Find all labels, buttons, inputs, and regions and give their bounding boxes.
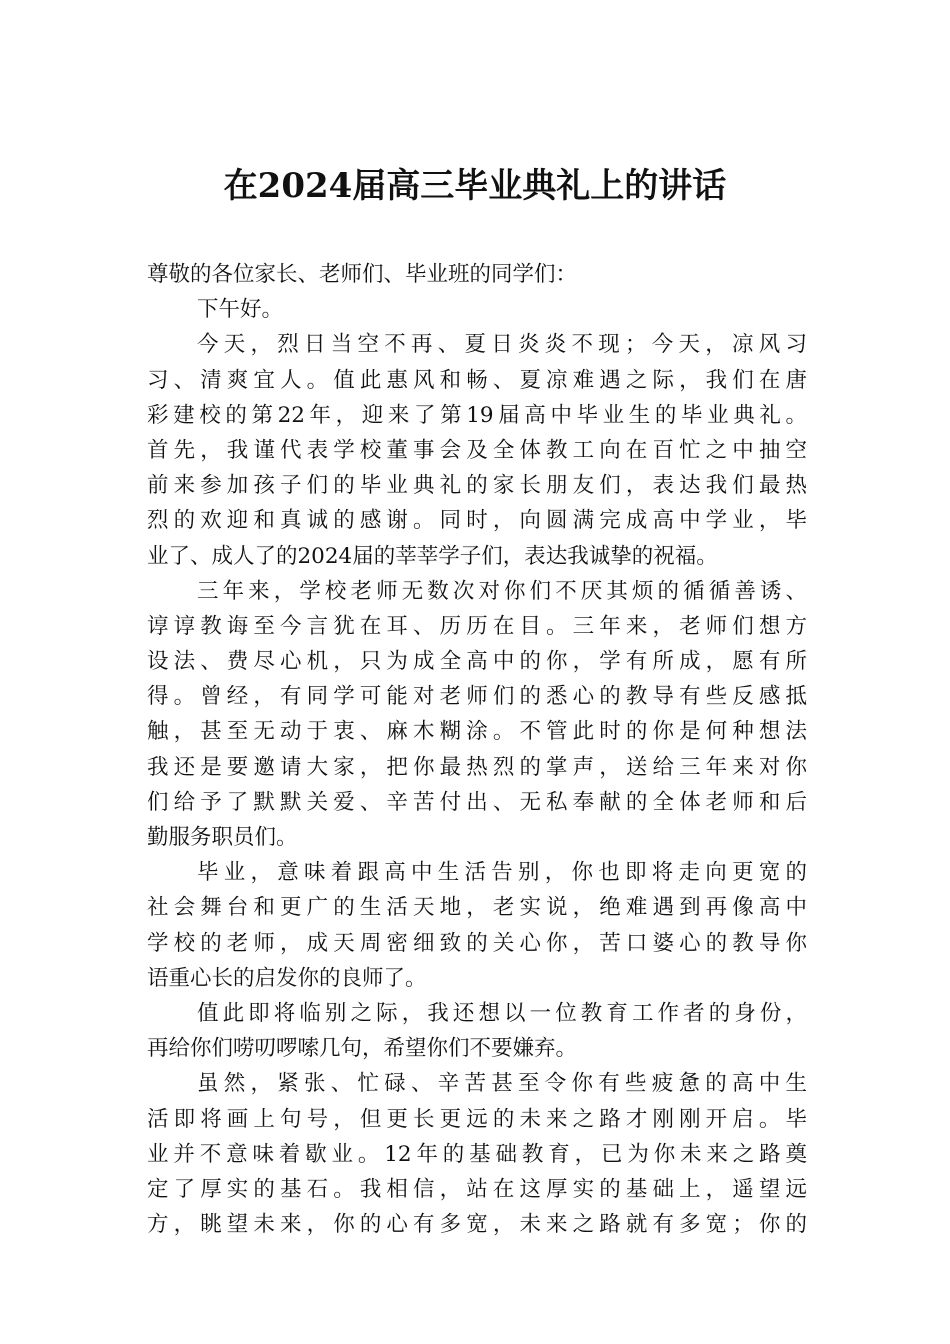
text-line: 下午好。 <box>197 297 284 323</box>
text-line: 定了厚实的基石。我相信，站在这厚实的基础上，遥望远 <box>147 1176 807 1202</box>
text-line: 习、清爽宜人。值此惠风和畅、夏凉难遇之际，我们在唐 <box>147 367 807 393</box>
text-line: 首先，我谨代表学校董事会及全体教工向在百忙之中抽空 <box>147 437 807 463</box>
text-line: 谆谆教诲至今言犹在耳、历历在目。三年来，老师们想方 <box>147 613 807 639</box>
document-title: 在2024届高三毕业典礼上的讲话 <box>223 166 727 206</box>
text-line: 活即将画上句号，但更长更远的未来之路才刚刚开启。毕 <box>147 1106 807 1132</box>
text-line: 毕业，意味着跟高中生活告别，你也即将走向更宽的 <box>197 860 807 886</box>
text-line: 彩建校的第22年，迎来了第19届高中毕业生的毕业典礼。 <box>147 402 807 428</box>
text-line: 前来参加孩子们的毕业典礼的家长朋友们，表达我们最热 <box>147 473 807 499</box>
text-line: 设法、费尽心机，只为成全高中的你，学有所成，愿有所 <box>147 649 807 675</box>
text-line: 业了、成人了的2024届的莘莘学子们，表达我诚挚的祝福。 <box>147 543 718 569</box>
text-line: 我还是要邀请大家，把你最热烈的掌声，送给三年来对你 <box>147 754 807 780</box>
text-line: 社会舞台和更广的生活天地，老实说，绝难遇到再像高中 <box>147 895 807 921</box>
document-body <box>147 257 807 1242</box>
text-line: 烈的欢迎和真诚的感谢。同时，向圆满完成高中学业，毕 <box>147 508 807 534</box>
text-line: 值此即将临别之际，我还想以一位教育工作者的身份， <box>197 1000 807 1026</box>
text-line: 们给予了默默关爱、辛苦付出、无私奉献的全体老师和后 <box>147 789 807 815</box>
text-line: 虽然，紧张、忙碌、辛苦甚至令你有些疲惫的高中生 <box>197 1071 807 1097</box>
text-line: 今天，烈日当空不再、夏日炎炎不现；今天，凉风习 <box>197 332 807 358</box>
text-line: 得。曾经，有同学可能对老师们的悉心的教导有些反感抵 <box>147 684 807 710</box>
text-line: 三年来，学校老师无数次对你们不厌其烦的循循善诱、 <box>197 578 807 604</box>
text-line: 学校的老师，成天周密细致的关心你，苦口婆心的教导你 <box>147 930 807 956</box>
text-line: 语重心长的启发你的良师了。 <box>147 965 427 991</box>
text-line: 再给你们唠叨啰嗦几句，希望你们不要嫌弃。 <box>147 1036 578 1062</box>
text-line: 尊敬的各位家长、老师们、毕业班的同学们： <box>147 262 578 287</box>
text-line: 方，眺望未来，你的心有多宽，未来之路就有多宽；你的 <box>147 1212 807 1238</box>
text-line: 勤服务职员们。 <box>147 825 298 850</box>
text-line: 触，甚至无动于衷、麻木糊涂。不管此时的你是何种想法 <box>147 719 807 745</box>
text-line: 业并不意味着歇业。12年的基础教育，已为你未来之路奠 <box>147 1141 807 1167</box>
